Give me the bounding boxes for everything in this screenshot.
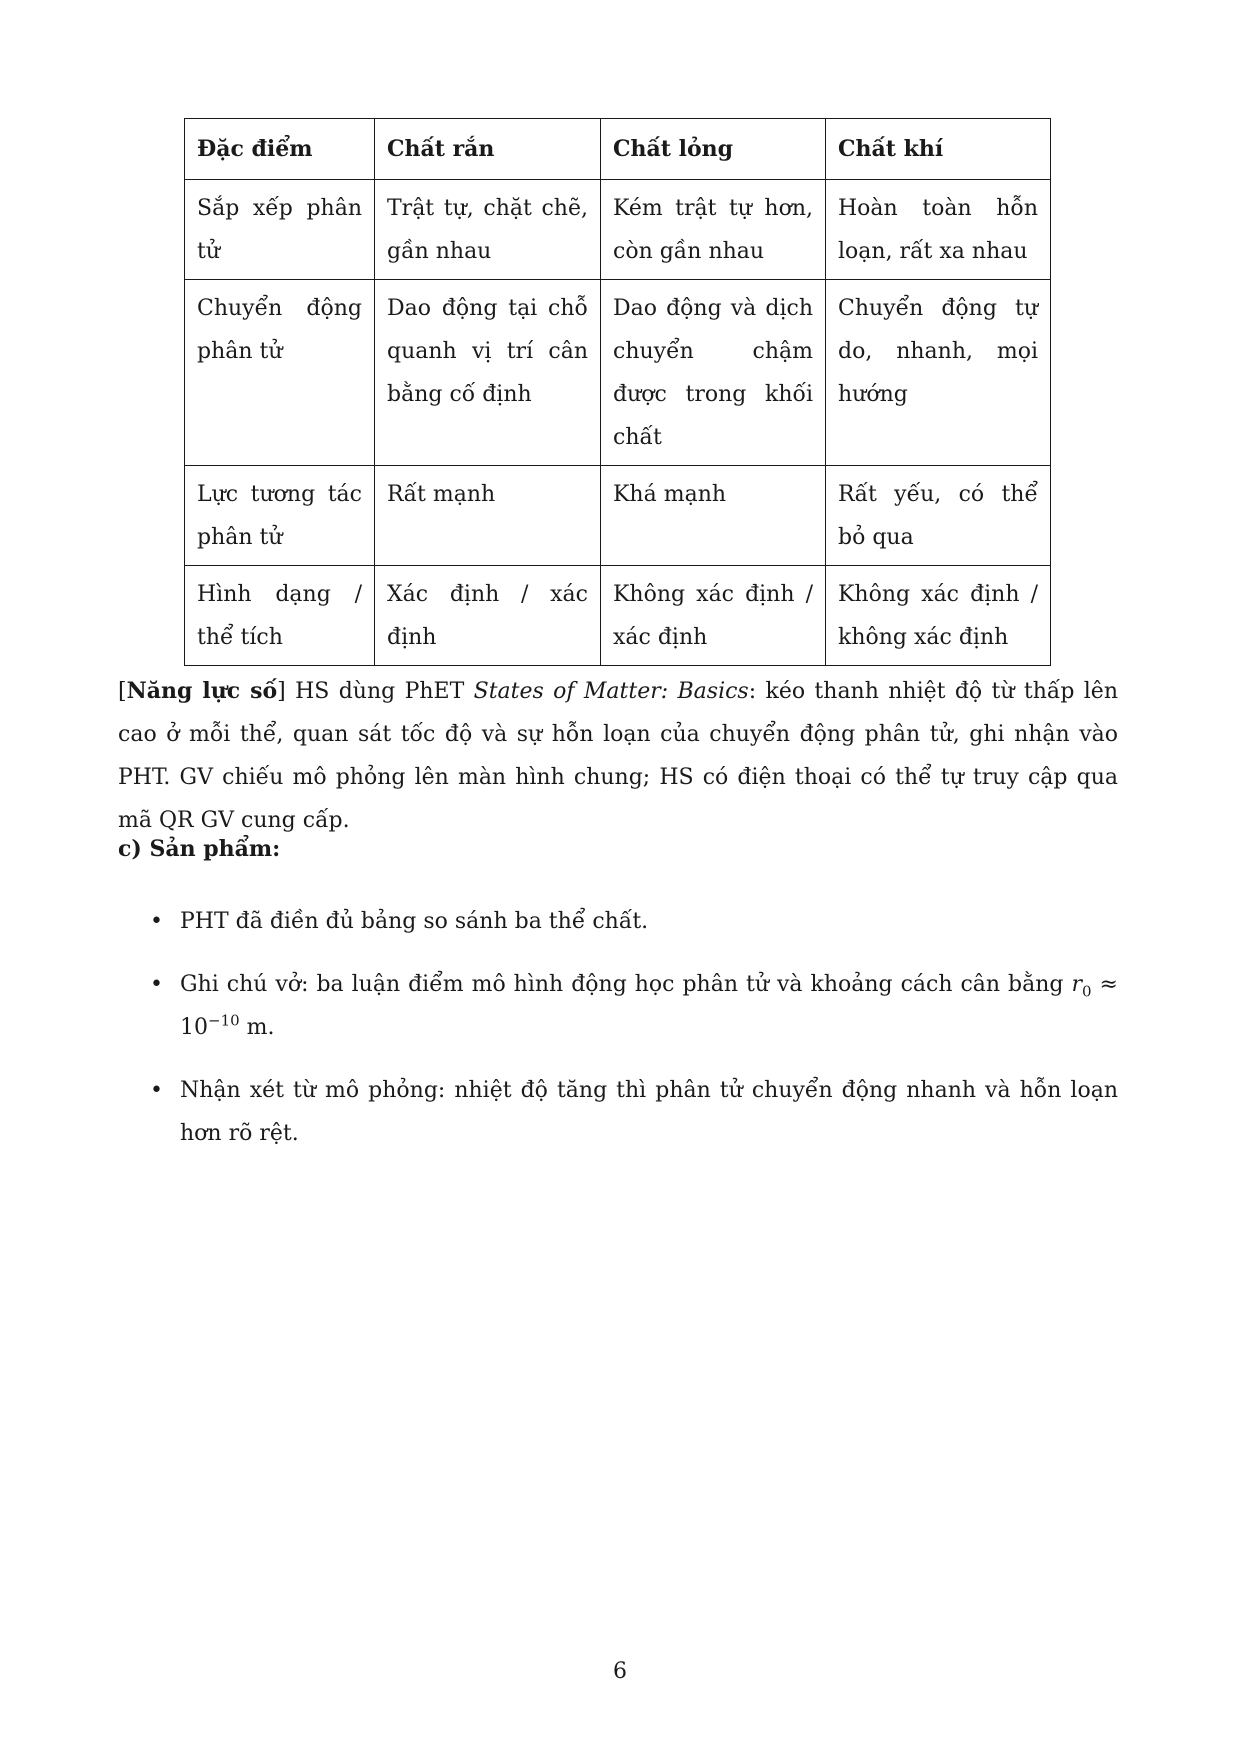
math-exponent: −10: [208, 1011, 240, 1030]
table-row: [185, 566, 1051, 666]
table-cell: Xác định / xác định: [375, 566, 601, 666]
table-cell: Kém trật tự hơn, còn gần nhau: [601, 180, 826, 280]
table-cell: Dao động và dịch chuyển chậm được trong khối chất: [601, 280, 826, 466]
table-header-row: [185, 119, 1051, 180]
bullet-icon: •: [150, 909, 163, 934]
states-of-matter-comparison-table: [184, 118, 1051, 666]
list-item: [118, 900, 1118, 943]
math-unit: m.: [239, 1015, 275, 1040]
math-approx: ≈ 10: [180, 972, 1118, 1040]
table-header-cell: Đặc điểm: [185, 119, 375, 180]
digital-skills-paragraph: [118, 670, 1118, 842]
page-number: 6: [613, 1659, 627, 1684]
paragraph-text: HS dùng PhET: [285, 679, 474, 704]
table-cell: Rất mạnh: [375, 466, 601, 566]
table-header-cell: Chất rắn: [375, 119, 601, 180]
table-cell: Lực tương tác phân tử: [185, 466, 375, 566]
bullet-icon: •: [150, 1078, 163, 1103]
list-item-text: PHT đã điền đủ bảng so sánh ba thể chất.: [180, 909, 649, 934]
simulation-title: States of Matter: Basics: [473, 679, 749, 704]
bullet-icon: •: [150, 972, 163, 997]
math-subscript: 0: [1082, 982, 1092, 1001]
table-cell: Không xác định / xác định: [601, 566, 826, 666]
table-row: [185, 466, 1051, 566]
list-item-text: Ghi chú vở: ba luận điểm mô hình động học phân tử và khoảng cách cân bằng: [180, 972, 1072, 997]
table-row: [185, 180, 1051, 280]
table-cell: Khá mạnh: [601, 466, 826, 566]
table-cell: Rất yếu, có thể bỏ qua: [826, 466, 1051, 566]
table-cell: Hình dạng / thể tích: [185, 566, 375, 666]
table-cell: Chuyển động tự do, nhanh, mọi hướng: [826, 280, 1051, 466]
section-heading: c) Sản phẩm:: [118, 836, 281, 862]
table-cell: Hoàn toàn hỗn loạn, rất xa nhau: [826, 180, 1051, 280]
table-cell: Trật tự, chặt chẽ, gần nhau: [375, 180, 601, 280]
table-header-cell: Chất khí: [826, 119, 1051, 180]
list-item: [118, 963, 1118, 1049]
paragraph-text: : kéo thanh nhiệt độ từ thấp lên cao ở mỗi thể, quan sát tốc độ và sự hỗn loạn của chuyển động phân tử, ghi nhận vào PHT. GV chiếu mô phỏng lên màn hình chung; HS có điện thoại có thể tự truy cập qua mã QR GV cung cấp.: [118, 679, 1118, 833]
table-cell: Không xác định / không xác định: [826, 566, 1051, 666]
paragraph-lead: Năng lực số: [126, 678, 278, 704]
table-cell: Chuyển động phân tử: [185, 280, 375, 466]
bracket-open: [: [118, 679, 127, 704]
math-variable: r: [1071, 972, 1083, 997]
list-item: [118, 1069, 1118, 1155]
bracket-close: ]: [277, 679, 286, 704]
list-item-text: Nhận xét từ mô phỏng: nhiệt độ tăng thì phân tử chuyển động nhanh và hỗn loạn hơn rõ rệt.: [180, 1078, 1118, 1146]
table-header-cell: Chất lỏng: [601, 119, 826, 180]
table-row: [185, 280, 1051, 466]
products-list: [118, 900, 1118, 1175]
table-cell: Dao động tại chỗ quanh vị trí cân bằng cố định: [375, 280, 601, 466]
table-cell: Sắp xếp phân tử: [185, 180, 375, 280]
